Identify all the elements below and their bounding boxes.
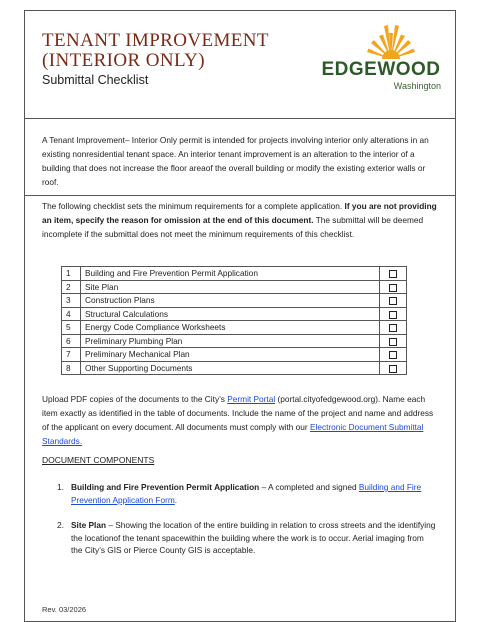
- checkbox[interactable]: [389, 338, 397, 346]
- checklist-label: Structural Calculations: [81, 307, 380, 321]
- checklist-number: 7: [62, 348, 81, 362]
- checklist-table: [61, 266, 407, 375]
- checklist-checkbox-cell: [380, 294, 407, 308]
- checklist-label: Preliminary Plumbing Plan: [81, 334, 380, 348]
- checklist-row: [62, 334, 407, 348]
- checklist-row: [62, 361, 407, 375]
- checklist-number: 1: [62, 267, 81, 281]
- checklist-checkbox-cell: [380, 334, 407, 348]
- revision-date: Rev. 03/2026: [42, 605, 87, 614]
- title-line-1: TENANT IMPROVEMENT: [42, 30, 269, 51]
- checkbox[interactable]: [389, 324, 397, 332]
- checklist-label: Building and Fire Prevention Permit Application: [81, 267, 380, 281]
- checklist-number: 5: [62, 321, 81, 335]
- checkbox[interactable]: [389, 270, 397, 278]
- checklist-intro-text-end: The submittal will be deemed incomplete if the submittal does not meet the minimum requirements of this checklist.: [42, 215, 424, 239]
- checklist-number: 6: [62, 334, 81, 348]
- logo-subtitle: Washington: [393, 81, 441, 91]
- component-text-end: .: [174, 494, 178, 505]
- checklist-number: 3: [62, 294, 81, 308]
- checklist-row: [62, 280, 407, 294]
- checklist-checkbox-cell: [380, 280, 407, 294]
- checklist-row: [62, 294, 407, 308]
- document-title: [42, 31, 269, 71]
- checklist-checkbox-cell: [380, 267, 407, 281]
- section-divider: [25, 195, 455, 196]
- checklist-number: 8: [62, 361, 81, 375]
- checklist-checkbox-cell: [380, 307, 407, 321]
- component-number: 1.: [57, 482, 64, 492]
- intro-paragraph: A Tenant Improvement– Interior Only permit is intended for projects involving interior only alterations in an existing nonresidential tenant space. An interior tenant improvement is an alteration to the interior of a building that does not increase the floor areaof the overall building or modify the existing exterior walls or roof.: [42, 135, 429, 187]
- checklist-label: Construction Plans: [81, 294, 380, 308]
- permit-portal-link[interactable]: Permit Portal: [227, 394, 276, 404]
- component-text: – Showing the location of the entire building in relation to cross streets and the identifying the locationof the tenant spacewithin the building where the work is to occur. Aerial imaging from the City’s GIS or Pierce County GIS is acceptable.: [71, 520, 436, 555]
- checkbox[interactable]: [389, 365, 397, 373]
- component-text: – A completed and signed: [259, 482, 359, 492]
- application-form-link[interactable]: Building and Fire Prevention Application Form: [71, 482, 422, 505]
- checkbox[interactable]: [389, 297, 397, 305]
- edgewood-logo: [321, 25, 441, 97]
- checklist-row: [62, 307, 407, 321]
- checklist-checkbox-cell: [380, 361, 407, 375]
- checklist-intro-text: The following checklist sets the minimum requirements for a complete application.: [42, 201, 343, 211]
- upload-paragraph: [42, 392, 442, 448]
- sun-icon: [365, 25, 417, 59]
- checklist-label: Preliminary Mechanical Plan: [81, 348, 380, 362]
- checklist-label: Site Plan: [81, 280, 380, 294]
- checkbox[interactable]: [389, 351, 397, 359]
- checkbox[interactable]: [389, 311, 397, 319]
- checklist-number: 2: [62, 280, 81, 294]
- checkbox[interactable]: [389, 284, 397, 292]
- component-title: Building and Fire Prevention Permit Application: [71, 482, 260, 492]
- checklist-checkbox-cell: [380, 321, 407, 335]
- checklist-row: [62, 267, 407, 281]
- component-number: 2.: [57, 520, 64, 530]
- logo-wordmark: EDGEWOOD: [321, 59, 441, 80]
- upload-text-2: (portal.cityofedgewood.org). Name each item exactly as identified in the table of documents. Include the name of the project and name and address of the applicant on every document. All documents must comply with our: [42, 394, 434, 432]
- checklist-row: [62, 321, 407, 335]
- checklist-intro-bold: If you are not providing an item, specify the reason for omission at the end of this document.: [42, 201, 437, 225]
- checklist-checkbox-cell: [380, 348, 407, 362]
- submittal-standards-link[interactable]: Electronic Document Submittal Standards.: [42, 422, 424, 446]
- checklist-intro-paragraph: [42, 199, 442, 241]
- checklist-label: Energy Code Compliance Worksheets: [81, 321, 380, 335]
- checklist-label: Other Supporting Documents: [81, 361, 380, 375]
- document-header: [25, 11, 455, 119]
- component-title: Site Plan: [71, 520, 107, 530]
- title-line-2: (INTERIOR ONLY): [42, 50, 205, 71]
- checklist-row: [62, 348, 407, 362]
- document-components-heading: DOCUMENT COMPONENTS: [42, 455, 155, 465]
- checklist-number: 4: [62, 307, 81, 321]
- document-page: [24, 10, 456, 622]
- upload-text: Upload PDF copies of the documents to the City’s: [42, 394, 228, 404]
- document-subtitle: Submittal Checklist: [42, 73, 149, 87]
